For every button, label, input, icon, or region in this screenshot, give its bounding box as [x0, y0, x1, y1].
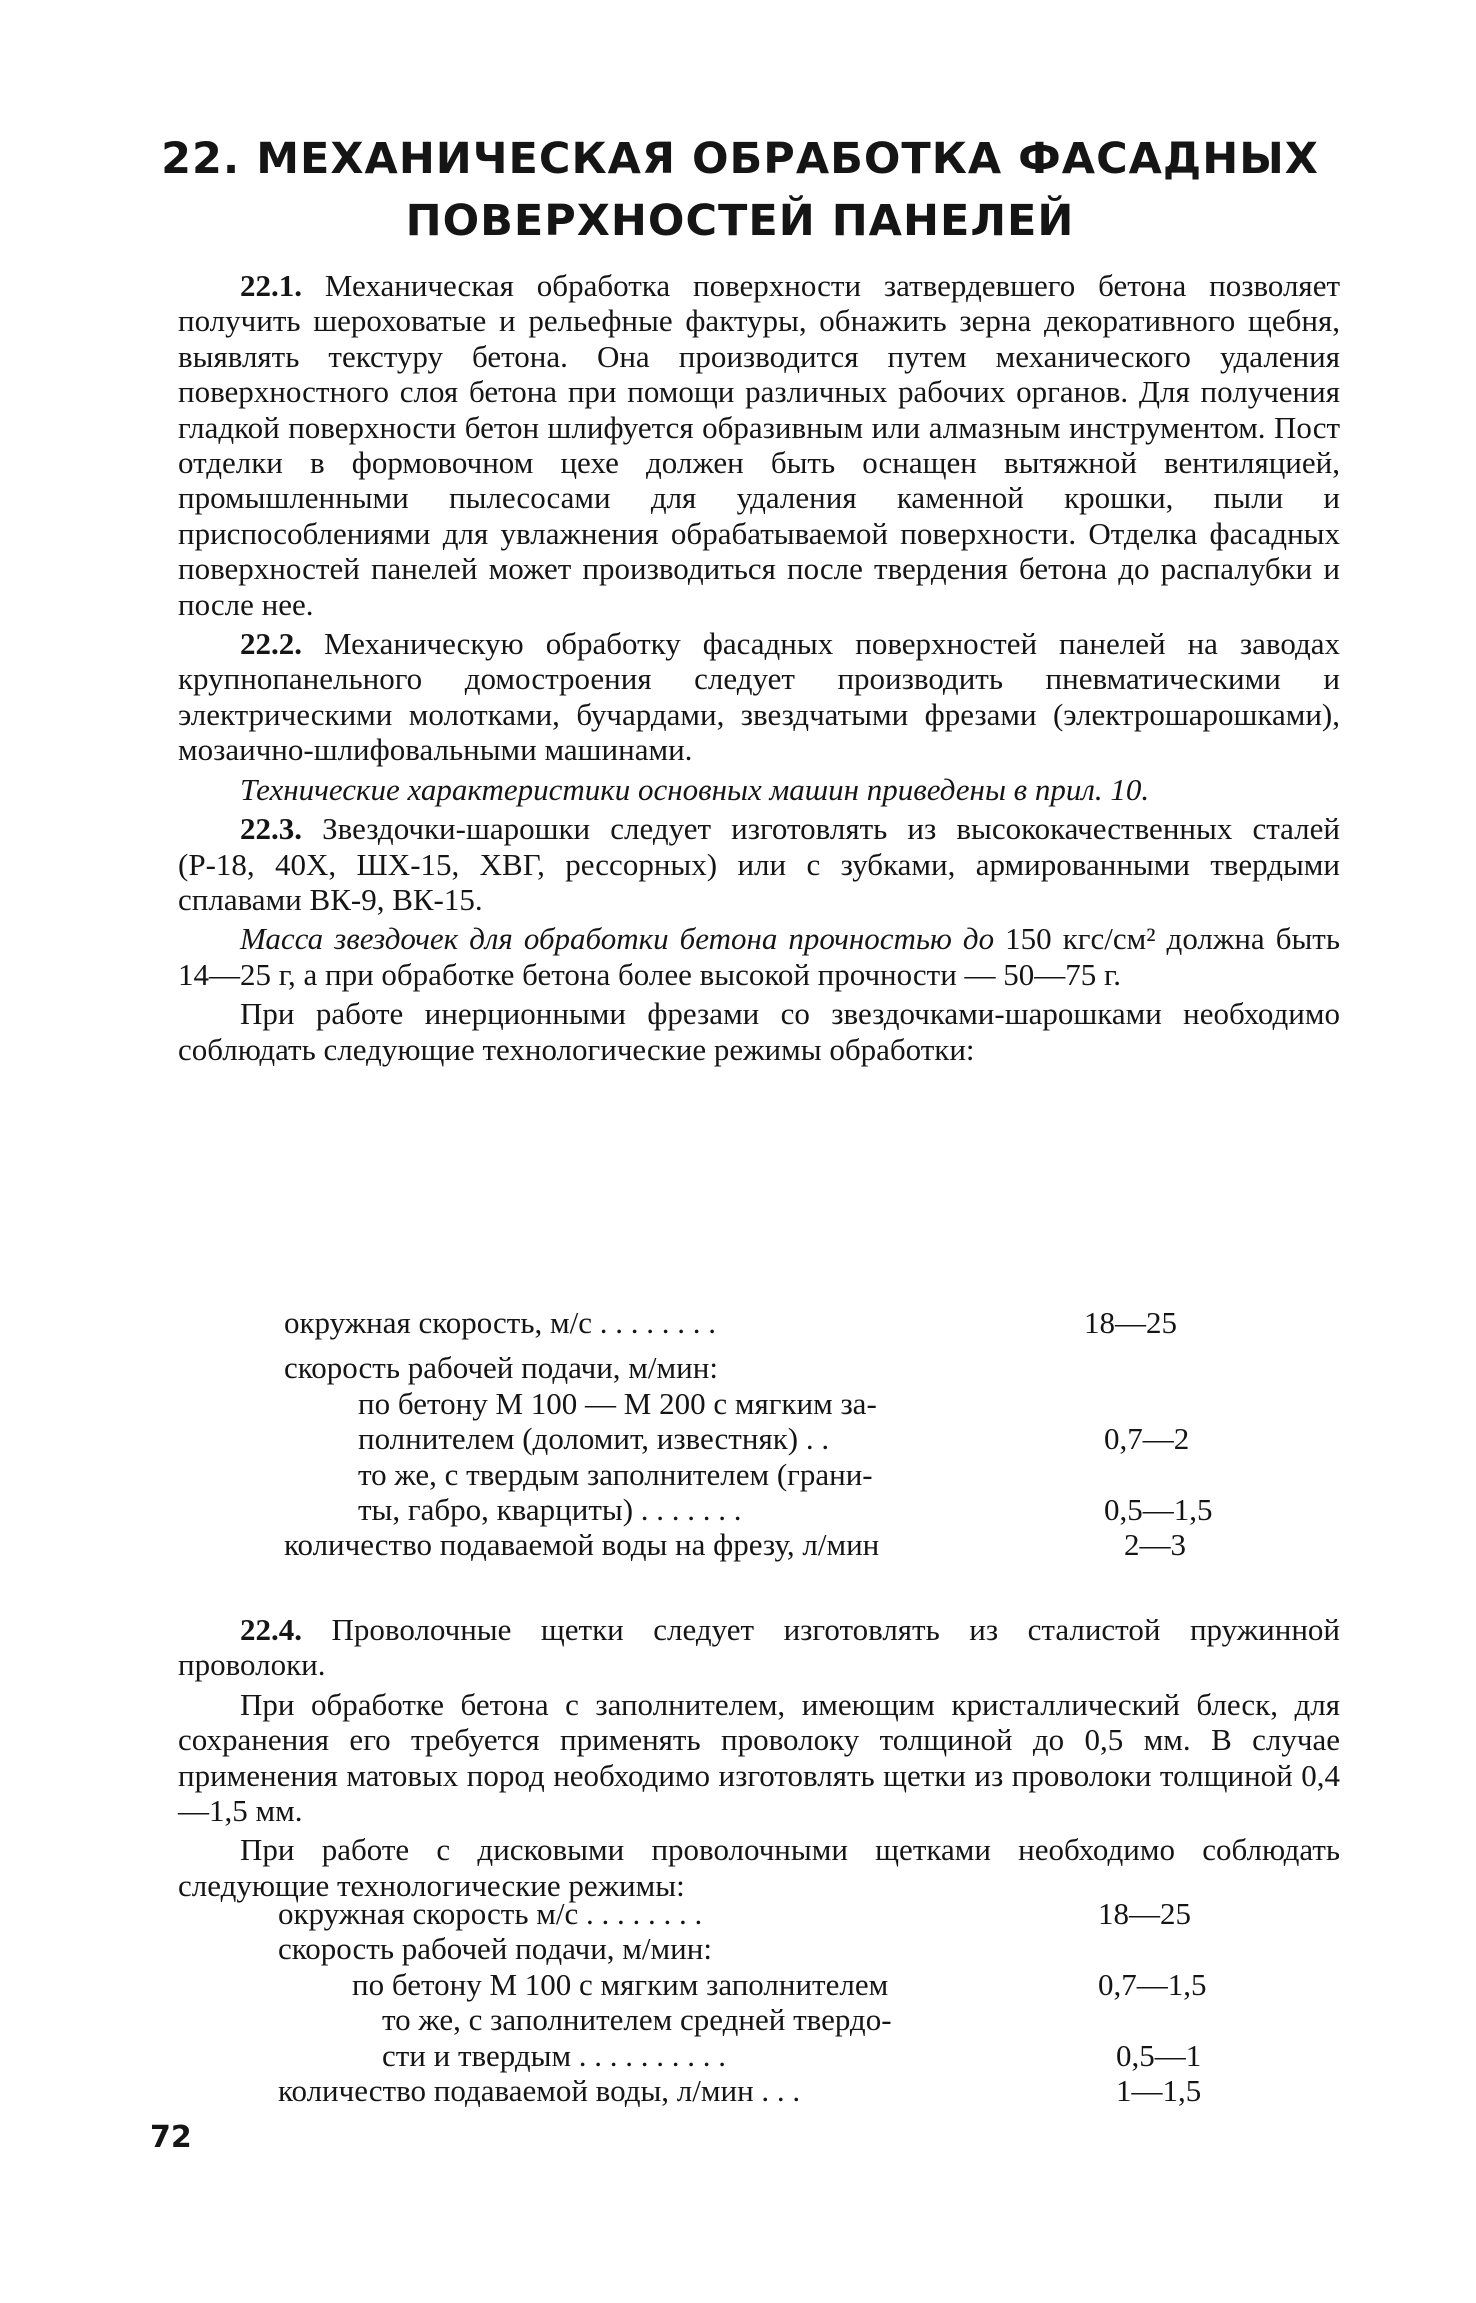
table-label: по бетону М 100 с мягким заполнителем: [352, 1966, 889, 2002]
table-row: [284, 1457, 1213, 1492]
table-label: то же, с твердым заполнителем (грани-: [358, 1456, 873, 1492]
table-label: ты, габро, кварциты) . . . . . . .: [358, 1492, 742, 1528]
paragraph-22-2: [178, 626, 1340, 768]
table-value: 0,5—1,5: [1104, 1492, 1213, 1528]
section-number: 22.4.: [240, 1612, 302, 1647]
section-number: 22.1.: [240, 268, 302, 303]
section-number: 22.3.: [240, 811, 302, 847]
paragraph-22-3: [178, 811, 1340, 917]
table-value: 0,7—1,5: [1098, 1966, 1207, 2002]
paragraph-wire-thickness: При обработке бетона с заполнителем, имеющим кристаллический блеск, для сохранения его требуется применять проволоку толщиной до 0,5 мм. В случае применения матовых пород необходимо изготовлять щетки из проволоки толщиной 0,4—1,5 мм.: [178, 1686, 1340, 1829]
modes-table-brushes: [278, 1896, 1207, 2108]
modes-table-cutters: [284, 1305, 1213, 1563]
table-value: 2—3: [1124, 1527, 1186, 1563]
table-label: скорость рабочей подачи, м/мин:: [284, 1350, 718, 1386]
table-row: [278, 1896, 1207, 1931]
table-row: [284, 1527, 1213, 1562]
table-row: [278, 2073, 1207, 2108]
table-label: количество подаваемой воды, л/мин . . .: [278, 2073, 801, 2109]
title-line-2: ПОВЕРХНОСТЕЙ ПАНЕЛЕЙ: [405, 196, 1075, 246]
section-number: 22.2.: [240, 626, 302, 662]
paragraph-text: Механическую обработку фасадных поверхностей панелей на заводах крупнопанельного домостроения следует производить пневматическими и электрическими молотками, бучардами, звездчатыми фрезами (электрошарошками), мозаично-шлифовальными машинами.: [178, 626, 1340, 768]
paragraph-modes-intro: При работе инерционными фрезами со звездочками-шарошками необходимо соблюдать следующие технологические режимы обработки:: [178, 996, 1340, 1067]
table-row: [284, 1386, 1213, 1421]
table-label: то же, с заполнителем средней твердо-: [382, 2002, 892, 2038]
table-value: 18—25: [1098, 1896, 1191, 1931]
table-label: окружная скорость м/с . . . . . . . .: [278, 1896, 703, 1931]
table-label: сти и твердым . . . . . . . . . .: [382, 2037, 727, 2073]
paragraph-italic-text: Масса звездочек для обработки бетона прочностью до: [240, 921, 995, 957]
body-text-upper: [178, 268, 1340, 1067]
table-row: [278, 2002, 1207, 2037]
paragraph-text: Звездочки-шарошки следует изготовлять из высококачественных сталей (Р-18, 40Х, ШХ-15, ХВГ, рессорных) или с зубками, армированными твердыми сплавами ВК-9, ВК-15.: [178, 811, 1340, 917]
table-row: [284, 1421, 1213, 1456]
body-text-lower: [178, 1612, 1340, 1903]
page-title: [150, 128, 1330, 252]
paragraph-text: Механическая обработка поверхности затвердевшего бетона позволяет получить шероховатые и рельефные фактуры, обнажить зерна декоративного щебня, выявлять текстуру бетона. Она производится путем механического удаления поверхностного слоя бетона при помощи различных рабочих органов. Для получения гладкой поверхности бетон шлифуется образивным или алмазным инструментом. Пост отделки в формовочном цехе должен быть оснащен вытяжной вентиляцией, промышленными пылесосами для удаления каменной крошки, пыли и приспособлениями для увлажнения обрабатываемой поверхности. Отделка фасадных поверхностей панелей может производиться после твердения бетона до распалубки и после нее.: [178, 268, 1340, 622]
paragraph-22-4: [178, 1612, 1340, 1683]
table-row: [278, 1967, 1207, 2002]
table-label: скорость рабочей подачи, м/мин:: [278, 1931, 712, 1967]
paragraph-22-1: [178, 268, 1340, 622]
table-value: 1—1,5: [1116, 2073, 1202, 2109]
table-row: [278, 1931, 1207, 1966]
table-label: окружная скорость, м/с . . . . . . . .: [284, 1305, 716, 1340]
table-label: полнителем (доломит, известняк) . .: [358, 1421, 830, 1457]
table-row: [278, 2038, 1207, 2073]
paragraph-text: 150 кгс/см² должна быть 14—25 г, а при обработке бетона более высокой прочности — 50—75 г.: [178, 921, 1340, 992]
paragraph-mass: [178, 921, 1340, 992]
table-label: по бетону М 100 — М 200 с мягким за-: [358, 1385, 877, 1421]
table-value: 0,5—1: [1116, 2037, 1202, 2073]
paragraph-text: Проволочные щетки следует изготовлять из сталистой пружинной проволоки.: [178, 1612, 1341, 1683]
title-line-1: 22. МЕХАНИЧЕСКАЯ ОБРАБОТКА ФАСАДНЫХ: [161, 134, 1319, 184]
table-row: [284, 1305, 1213, 1340]
table-row: [284, 1492, 1213, 1527]
table-value: 18—25: [1084, 1305, 1177, 1340]
table-value: 0,7—2: [1104, 1421, 1190, 1457]
paragraph-brush-modes-intro: При работе с дисковыми проволочными щетками необходимо соблюдать следующие технологические режимы:: [178, 1832, 1340, 1903]
table-label: количество подаваемой воды на фрезу, л/мин: [284, 1527, 880, 1563]
table-row: [284, 1350, 1213, 1385]
page-number: 72: [150, 2120, 192, 2155]
paragraph-appendix-note: Технические характеристики основных машин приведены в прил. 10.: [240, 771, 1150, 807]
